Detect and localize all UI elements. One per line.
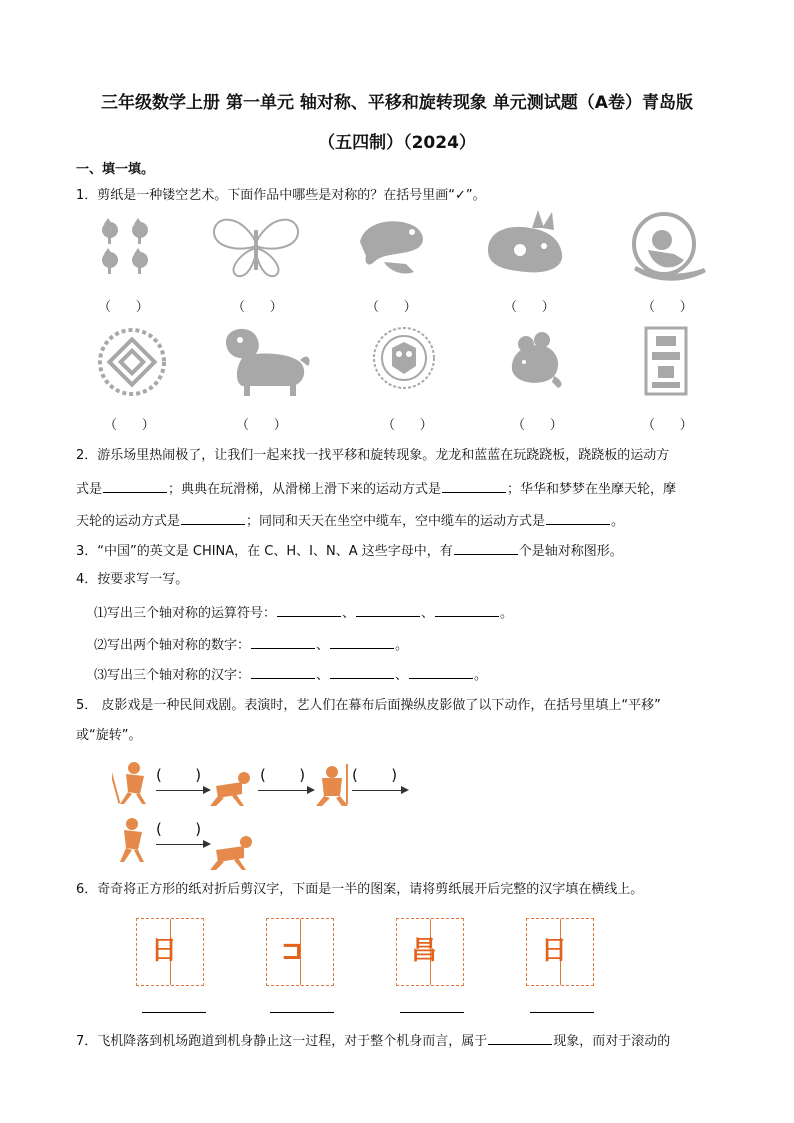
arrow-3-head	[401, 786, 409, 794]
question-5-line1: 5． 皮影戏是一种民间戏剧。表演时，艺人们在幕布后面操纵皮影做了以下动作，在括号里填上“平移”	[76, 698, 661, 713]
q4-1-blank-3[interactable]	[435, 602, 499, 617]
q6-answer-line-1[interactable]	[142, 1012, 206, 1013]
folded-paper-2	[266, 918, 334, 986]
q7-text: 现象，而对于滚动的	[553, 1034, 671, 1049]
question-2-line1: 2．游乐场里热闹极了，让我们一起来找一找平移和旋转现象。龙龙和蓝蓝在玩跷跷板，跷跷板的运动方	[76, 448, 670, 463]
half-glyph-1: 日	[151, 936, 178, 966]
q4-text: ⑶写出三个轴对称的汉字：	[94, 668, 251, 683]
q4-end: 。	[500, 606, 514, 621]
shadow-puppet-5-image	[206, 832, 258, 872]
answer-paren-2[interactable]: （ ）	[232, 300, 283, 315]
answer-paren-1[interactable]: （ ）	[98, 300, 149, 315]
question-5-line2: 或“旋转”。	[76, 728, 142, 743]
q2-blank-4[interactable]	[546, 510, 610, 525]
answer-paren-8[interactable]: （ ）	[382, 418, 433, 433]
q2-text: 天轮的运动方式是	[76, 514, 181, 529]
answer-paren-9[interactable]: （ ）	[512, 418, 563, 433]
answer-paren-4[interactable]: （ ）	[504, 300, 555, 315]
rabbit-papercut-image	[480, 210, 568, 280]
folded-paper-1	[136, 918, 204, 986]
arrow-1-head	[203, 786, 211, 794]
q5-paren-4[interactable]: ( )	[156, 820, 202, 838]
q2-text: 式是	[76, 482, 103, 497]
q4-3-blank-2[interactable]	[330, 664, 394, 679]
answer-paren-3[interactable]: （ ）	[366, 300, 417, 315]
answer-paren-10[interactable]: （ ）	[642, 418, 693, 433]
q5-paren-1[interactable]: ( )	[156, 766, 202, 784]
arrow-2-head	[307, 786, 315, 794]
q4-2-blank-1[interactable]	[251, 634, 315, 649]
pattern-papercut-image	[96, 326, 168, 398]
shadow-puppet-3-image	[310, 762, 354, 808]
q2-text: ；华华和梦梦在坐摩天轮，摩	[507, 482, 677, 497]
answer-paren-6[interactable]: （ ）	[104, 418, 155, 433]
folded-paper-4	[526, 918, 594, 986]
round-seal-papercut-image	[372, 326, 436, 390]
folded-paper-3	[396, 918, 464, 986]
question-1: 1．剪纸是一种镂空艺术。下面作品中哪些是对称的？在括号里画“✓”。	[76, 188, 486, 203]
q3-text: 3．“中国”的英文是 CHINA，在 C、H、I、N、A 这些字母中，有	[76, 544, 453, 559]
q6-answer-line-3[interactable]	[400, 1012, 464, 1013]
arrow-4	[156, 844, 206, 845]
q5-paren-3[interactable]: ( )	[352, 766, 398, 784]
q4-3-blank-1[interactable]	[251, 664, 315, 679]
question-4: 4．按要求写一写。	[76, 572, 189, 587]
q5-paren-2[interactable]: ( )	[260, 766, 306, 784]
q6-answer-line-2[interactable]	[270, 1012, 334, 1013]
q4-text: ⑴写出三个轴对称的运算符号：	[94, 606, 277, 621]
q4-sep: 、	[342, 606, 356, 621]
arrow-4-head	[203, 840, 211, 848]
shadow-puppet-4-image	[112, 816, 156, 864]
roosters-papercut-image	[96, 216, 156, 276]
page-subtitle: （五四制）（2024）	[318, 133, 476, 153]
q4-1-blank-1[interactable]	[277, 602, 341, 617]
half-glyph-4: 日	[541, 936, 568, 966]
question-7	[76, 1030, 670, 1052]
question-6: 6．奇奇将正方形的纸对折后剪汉字，下面是一半的图案，请将剪纸展开后完整的汉字填在横线上。	[76, 882, 644, 897]
half-glyph-3: 昌	[411, 936, 438, 966]
answer-paren-5[interactable]: （ ）	[642, 300, 693, 315]
q4-sep: 、	[395, 668, 409, 683]
half-glyph-2: ⊐	[281, 936, 303, 966]
q4-end: 。	[395, 638, 409, 653]
question-4-part3	[94, 664, 487, 686]
answer-paren-7[interactable]: （ ）	[236, 418, 287, 433]
question-2-line2	[76, 478, 676, 500]
monkey-papercut-image	[624, 210, 712, 284]
q7-text: 7．飞机降落到机场跑道到机身静止这一过程，对于整个机身而言，属于	[76, 1034, 488, 1049]
q2-blank-1[interactable]	[103, 478, 167, 493]
question-4-part2	[94, 634, 408, 656]
q4-text: ⑵写出两个轴对称的数字：	[94, 638, 251, 653]
question-3	[76, 540, 623, 562]
page-title: 三年级数学上册 第一单元 轴对称、平移和旋转现象 单元测试题（A卷）青岛版	[101, 93, 693, 113]
q4-3-blank-3[interactable]	[409, 664, 473, 679]
butterfly-papercut-image	[210, 212, 302, 282]
arrow-3	[352, 790, 404, 791]
q4-end: 。	[474, 668, 488, 683]
question-4-part1	[94, 602, 513, 624]
q4-1-blank-2[interactable]	[356, 602, 420, 617]
q2-text: ；典典在玩滑梯，从滑梯上滑下来的运动方式是	[168, 482, 442, 497]
q4-sep: 、	[316, 638, 330, 653]
question-2-line3	[76, 510, 624, 532]
q2-text: 。	[611, 514, 625, 529]
q2-blank-2[interactable]	[442, 478, 506, 493]
q7-blank[interactable]	[488, 1030, 552, 1045]
arrow-2	[258, 790, 310, 791]
section-heading: 一、填一填。	[76, 162, 155, 177]
shadow-puppet-2-image	[206, 768, 256, 808]
q2-blank-3[interactable]	[181, 510, 245, 525]
bird-papercut-image	[354, 212, 430, 280]
q6-answer-line-4[interactable]	[530, 1012, 594, 1013]
q4-sep: 、	[316, 668, 330, 683]
q3-blank[interactable]	[454, 540, 518, 555]
dog-papercut-image	[218, 322, 314, 398]
q4-2-blank-2[interactable]	[330, 634, 394, 649]
tall-pattern-papercut-image	[640, 324, 692, 398]
q4-sep: 、	[421, 606, 435, 621]
q3-text: 个是轴对称图形。	[518, 544, 623, 559]
mouse-papercut-image	[504, 330, 566, 390]
q2-text: ；同同和天天在坐空中缆车，空中缆车的运动方式是	[246, 514, 546, 529]
shadow-puppet-1-image	[112, 760, 156, 806]
arrow-1	[156, 790, 206, 791]
